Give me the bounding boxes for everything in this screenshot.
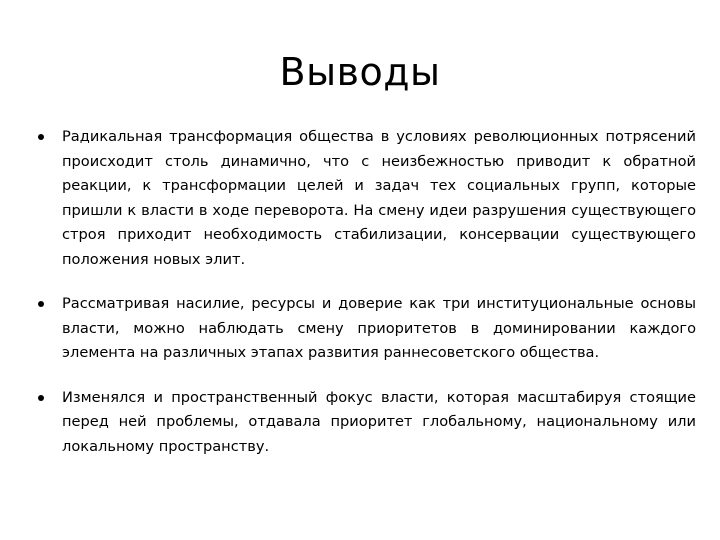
- bullet-text: Изменялся и пространственный фокус власти, которая масштабируя стоящие перед ней проблемы, отдавала приоритет глобальному, национальному или локальному пространству.: [62, 388, 696, 455]
- bullet-item: [36, 386, 696, 460]
- slide-title: Выводы: [279, 50, 441, 94]
- bullet-item: [36, 292, 696, 366]
- bullet-dot-icon: [38, 301, 44, 307]
- bullet-dot-icon: [38, 395, 44, 401]
- bullet-list: [36, 125, 696, 479]
- bullet-dot-icon: [38, 134, 44, 140]
- bullet-item: [36, 125, 696, 272]
- bullet-text: Радикальная трансформация общества в условиях революционных потрясений происходит столь динамично, что с неизбежностью приводит к обратной реакции, к трансформации целей и задач тех социальных групп, которые пришли к власти в ходе переворота. На смену идеи разрушения существующего строя приходит необходимость стабилизации, консервации существующего положения новых элит.: [62, 128, 696, 268]
- bullet-text: Рассматривая насилие, ресурсы и доверие как три институциональные основы власти, можно наблюдать смену приоритетов в доминировании каждого элемента на различных этапах развития раннесоветского общества.: [62, 295, 696, 361]
